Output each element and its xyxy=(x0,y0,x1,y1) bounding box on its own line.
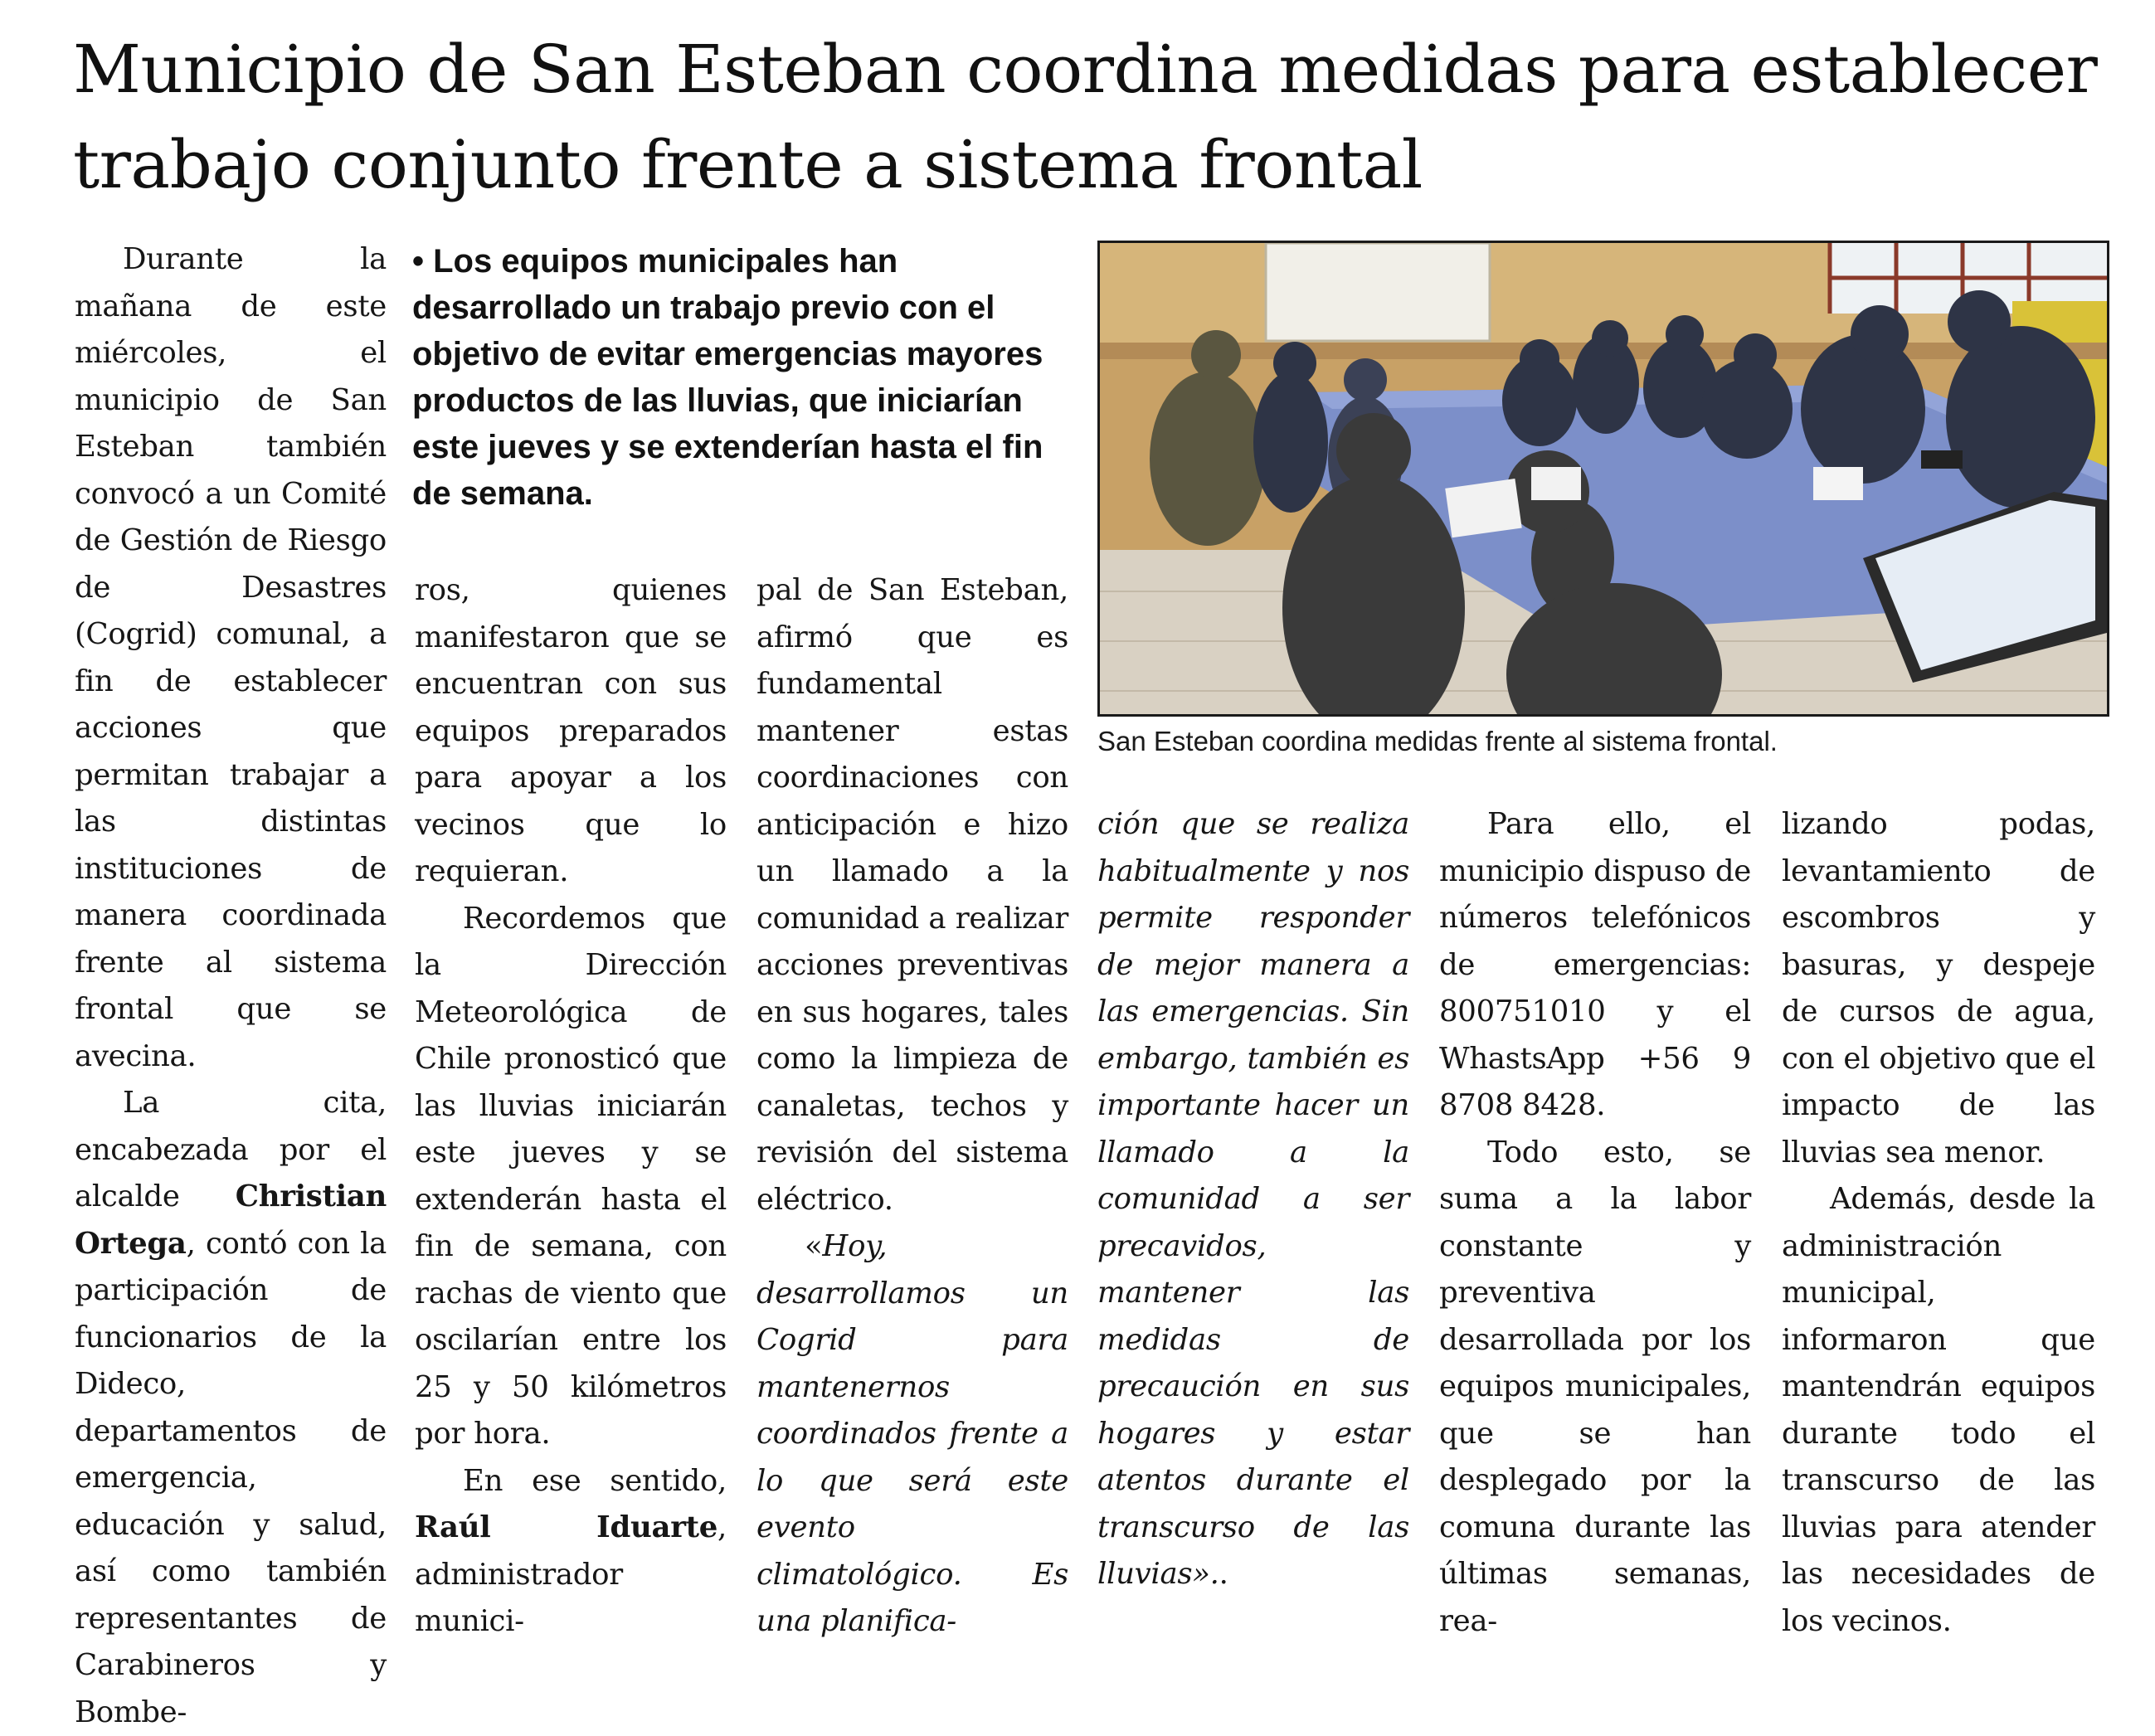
quote-text: Hoy, desarrollamos un Cogrid para mantenernos coordinados frente a lo que será este evento climatológico. Es una planifica- xyxy=(756,1229,1068,1638)
photo-caption: San Esteban coordina medidas frente al sistema frontal. xyxy=(1097,726,1778,756)
body-column-4 xyxy=(1097,801,1409,1598)
person-name: Raúl Iduarte xyxy=(415,1510,718,1544)
paragraph: Además, desde la administración municipal, informaron que mantendrán equipos durante todo el transcurso de las lluvias para atender las necesidades de los vecinos. xyxy=(1782,1182,2095,1638)
paragraph: lizando podas, levantamiento de escombros y basuras, y despeje de cursos de agua, con el objetivo que el impacto de las lluvias sea menor. xyxy=(1782,807,2095,1169)
meeting-photo-illustration xyxy=(1100,243,2107,714)
paragraph: «Hoy, desarrollamos un Cogrid para mantenernos coordinados frente a lo que será este evento climatológico. Es una planifica- xyxy=(756,1229,1068,1638)
lede: • Los equipos municipales han desarrollado un trabajo previo con el objetivo de evitar emergencias mayores productos de las lluvias, que iniciarían este jueves y se extenderían hasta el fin de semana. xyxy=(412,243,1043,512)
paragraph: Durante la mañana de este miércoles, el municipio de San Esteban también convocó a un Comité de Gestión de Riesgo de Desastres (Cogrid) comunal, a fin de establecer acciones que permitan trabajar a las distintas instituciones de manera coordinada frente al sistema frontal que se avecina. xyxy=(75,242,387,1073)
person-name: Christian Ortega xyxy=(75,1179,387,1261)
paragraph: La cita, encabezada por el alcalde Christian Ortega, contó con la participación de funcionarios de la Dideco, departamentos de emergencia, educación y salud, así como también representantes de Carabineros y Bombe- xyxy=(75,1086,387,1729)
paragraph: Recordemos que la Dirección Meteorológica de Chile pronosticó que las lluvias iniciarán este jueves y se extenderán hasta el fin de semana, con rachas de viento que oscilarían entre los 25 y 50 kilómetros por hora. xyxy=(415,901,727,1451)
body-column-6 xyxy=(1782,801,2095,1645)
headline: Municipio de San Esteban coordina medidas para establecer trabajo conjunto frente a sistema frontal xyxy=(73,31,2098,203)
quote-paragraph: ción que se realiza habitualmente y nos permite responder de mejor manera a las emergencias. Sin embargo, también es importante hacer un llamado a la comunidad a ser precavidos, mantener las medidas de precaución en sus hogares y estar atentos durante el transcurso de las lluvias».. xyxy=(1097,807,1409,1591)
body-column-5 xyxy=(1439,801,1751,1645)
paragraph: pal de San Esteban, afirmó que es fundamental mantener estas coordinaciones con anticipación e hizo un llamado a la comunidad a realizar acciones preventivas en sus hogares, tales como la limpieza de canaletas, techos y revisión del sistema eléctrico. xyxy=(756,573,1068,1217)
paragraph: En ese sentido, Raúl Iduarte, administrador munici- xyxy=(415,1463,727,1638)
body-column-2 xyxy=(415,567,727,1646)
body-column-3 xyxy=(756,567,1068,1646)
meeting-photo xyxy=(1097,241,2109,717)
body-column-1 xyxy=(75,236,387,1736)
paragraph: ros, quienes manifestaron que se encuentran con sus equipos preparados para apoyar a los vecinos que lo requieran. xyxy=(415,573,727,888)
paragraph: Todo esto, se suma a la labor constante y preventiva desarrollada por los equipos municipales, que se han desplegado por la comuna durante las últimas semanas, rea- xyxy=(1439,1135,1751,1638)
paragraph: Para ello, el municipio dispuso de números telefónicos de emergencias: 800751010 y el WhastsApp +56 9 8708 8428. xyxy=(1439,807,1751,1122)
